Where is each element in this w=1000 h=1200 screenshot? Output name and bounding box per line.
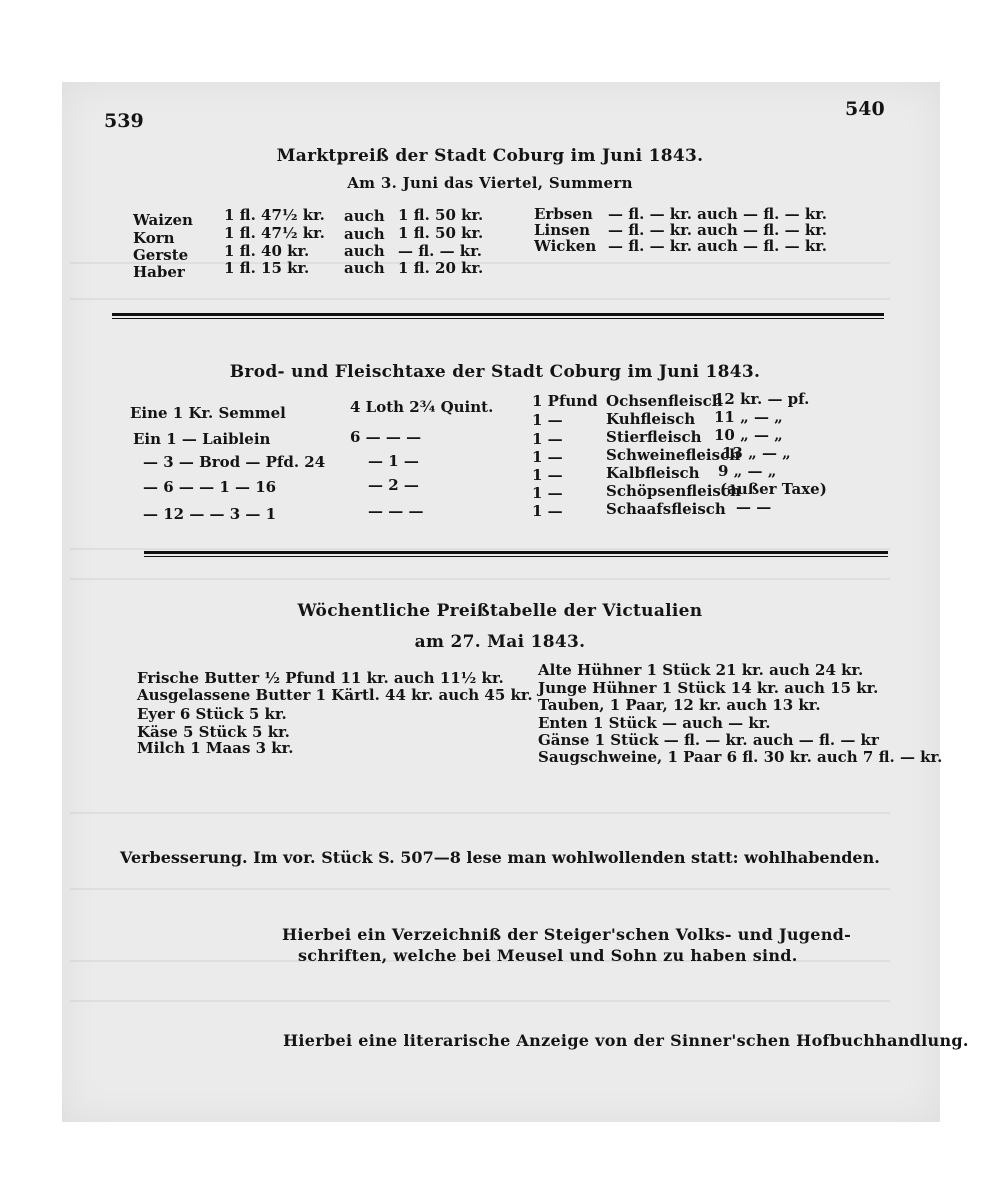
victual-item: Tauben, 1 Paar, 12 kr. auch 13 kr.	[538, 696, 821, 714]
legume-name: Linsen	[534, 221, 591, 239]
auch-label: auch	[344, 242, 385, 260]
meat-price: 12 kr. — pf.	[714, 390, 810, 408]
victual-item: Milch 1 Maas 3 kr.	[137, 739, 294, 757]
meat-qty: 1 —	[532, 448, 563, 466]
notice-catalog-line2: schriften, welche bei Meusel und Sohn zu haben sind.	[298, 946, 798, 965]
victual-item: Saugschweine, 1 Paar 6 fl. 30 kr. auch 7 fl. — kr.	[538, 748, 943, 766]
weekly-date: am 27. Mai 1843.	[414, 632, 586, 652]
bread-item: Eine 1 Kr. Semmel	[130, 404, 286, 422]
meat-item: Schweinefleisch	[606, 446, 741, 464]
meat-price: 13 „ — „	[722, 444, 791, 462]
meat-price: (außer Taxe)	[720, 480, 827, 498]
meat-item: Schaafsfleisch	[606, 500, 726, 518]
victual-item: Alte Hühner 1 Stück 21 kr. auch 24 kr.	[538, 661, 864, 679]
grain-name: Gerste	[133, 246, 189, 264]
page-number-right: 540	[845, 98, 885, 120]
grain-price-high: 1 fl. 50 kr.	[398, 206, 484, 224]
section-divider	[144, 551, 888, 557]
legume-price: — fl. — kr. auch — fl. — kr.	[608, 221, 827, 239]
meat-price: 9 „ — „	[718, 462, 777, 480]
grain-price-high: 1 fl. 20 kr.	[398, 259, 484, 277]
bread-weight: 6 — — —	[350, 428, 422, 446]
meat-qty: 1 —	[532, 466, 563, 484]
meat-item: Ochsenfleisch	[606, 392, 723, 410]
legume-price: — fl. — kr. auch — fl. — kr.	[608, 237, 827, 255]
victual-item: Ausgelassene Butter 1 Kärtl. 44 kr. auch 45 kr.	[137, 686, 533, 704]
meat-price: 10 „ — „	[714, 426, 783, 444]
bleed-through-text	[110, 132, 128, 186]
bleed-through-line	[70, 812, 890, 824]
auch-label: auch	[344, 207, 385, 225]
grain-price-low: 1 fl. 15 kr.	[224, 259, 310, 277]
meat-price: 11 „ — „	[714, 408, 783, 426]
bleed-through-line	[70, 298, 890, 310]
meat-qty: 1 —	[532, 502, 563, 520]
market-title: Marktpreiß der Stadt Coburg im Juni 1843.	[276, 146, 704, 166]
bread-weight: — — —	[368, 502, 424, 520]
meat-qty: 1 —	[532, 411, 563, 429]
grain-price-high: 1 fl. 50 kr.	[398, 224, 484, 242]
bread-item: Ein 1 — Laiblein	[133, 430, 271, 448]
victual-item: Junge Hühner 1 Stück 14 kr. auch 15 kr.	[538, 679, 879, 697]
auch-label: auch	[344, 225, 385, 243]
victual-item: Gänse 1 Stück — fl. — kr. auch — fl. — kr	[538, 731, 879, 749]
bread-item: — 3 — Brod — Pfd. 24	[143, 453, 326, 471]
meat-qty: 1 Pfund	[532, 392, 598, 410]
legume-price: — fl. — kr. auch — fl. — kr.	[608, 205, 827, 223]
grain-price-low: 1 fl. 47½ kr.	[224, 224, 325, 242]
auch-label: auch	[344, 259, 385, 277]
victual-item: Eyer 6 Stück 5 kr.	[137, 705, 287, 723]
bread-meat-title: Brod- und Fleischtaxe der Stadt Coburg im Juni 1843.	[229, 362, 761, 382]
grain-price-high: — fl. — kr.	[398, 242, 482, 260]
victual-item: Enten 1 Stück — auch — kr.	[538, 714, 771, 732]
meat-item: Schöpsenfleisch	[606, 482, 741, 500]
victual-item: Frische Butter ½ Pfund 11 kr. auch 11½ kr.	[137, 669, 504, 687]
meat-item: Kalbfleisch	[606, 464, 700, 482]
bread-weight: 4 Loth 2¾ Quint.	[350, 398, 494, 416]
market-subtitle: Am 3. Juni das Viertel, Summern	[347, 174, 633, 192]
victual-item: Käse 5 Stück 5 kr.	[137, 723, 290, 741]
grain-price-low: 1 fl. 40 kr.	[224, 242, 310, 260]
bleed-through-line	[70, 1000, 890, 1012]
bleed-through-line	[70, 578, 890, 590]
meat-item: Stierfleisch	[606, 428, 702, 446]
weekly-title: Wöchentliche Preißtabelle der Victualien	[297, 601, 703, 621]
page-number-left: 539	[104, 110, 144, 132]
legume-name: Wicken	[534, 237, 597, 255]
grain-name: Waizen	[133, 211, 193, 229]
bread-item: — 6 — — 1 — 16	[143, 478, 277, 496]
notice-catalog-line1: Hierbei ein Verzeichniß der Steiger'schen Volks- und Jugend-	[282, 925, 852, 944]
meat-item: Kuhfleisch	[606, 410, 696, 428]
bread-item: — 12 — — 3 — 1	[143, 505, 277, 523]
grain-price-low: 1 fl. 47½ kr.	[224, 206, 325, 224]
bread-weight: — 2 —	[368, 476, 419, 494]
notice-literary-ad: Hierbei eine literarische Anzeige von der Sinner'schen Hofbuchhandlung.	[283, 1031, 969, 1050]
legume-name: Erbsen	[534, 205, 593, 223]
section-divider	[112, 313, 884, 319]
grain-name: Haber	[133, 263, 185, 281]
meat-qty: 1 —	[532, 484, 563, 502]
meat-price: — —	[736, 498, 772, 516]
bread-weight: — 1 —	[368, 452, 419, 470]
correction-note: Verbesserung. Im vor. Stück S. 507—8 lese man wohlwollenden statt: wohlhabenden.	[120, 848, 880, 867]
bleed-through-line	[70, 888, 890, 900]
grain-name: Korn	[133, 229, 175, 247]
meat-qty: 1 —	[532, 430, 563, 448]
